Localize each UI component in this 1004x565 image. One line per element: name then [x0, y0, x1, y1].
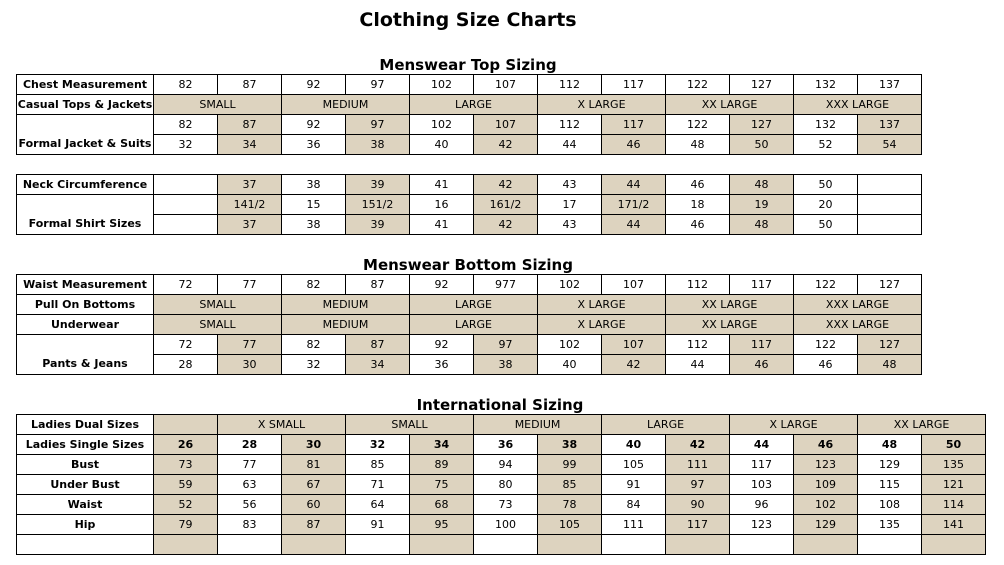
table-cell: 123 — [730, 515, 794, 535]
table-cell: 72 — [154, 335, 218, 355]
table-cell: 82 — [282, 275, 346, 295]
table-cell: 38 — [346, 135, 410, 155]
size-cell: X LARGE — [538, 295, 666, 315]
size-cell: SMALL — [154, 295, 282, 315]
table-cell: 94 — [474, 455, 538, 475]
size-cell: X LARGE — [538, 315, 666, 335]
table-cell: 82 — [154, 115, 218, 135]
table-cell: 122 — [666, 75, 730, 95]
table-cell: 67 — [282, 475, 346, 495]
table-cell: 87 — [218, 75, 282, 95]
size-cell: LARGE — [410, 95, 538, 115]
table-row — [17, 315, 922, 335]
table-cell — [154, 195, 218, 215]
table-cell: 123 — [794, 455, 858, 475]
table-cell: 28 — [154, 355, 218, 375]
table-cell: 34 — [410, 435, 474, 455]
table-cell: 52 — [154, 495, 218, 515]
table-cell: 103 — [730, 475, 794, 495]
table-cell: 135 — [858, 515, 922, 535]
table-row — [17, 455, 986, 475]
page-title: Clothing Size Charts — [359, 9, 577, 31]
table-cell: 68 — [410, 495, 474, 515]
size-cell: XX LARGE — [666, 315, 794, 335]
table-cell: 127 — [730, 115, 794, 135]
size-cell: MEDIUM — [474, 415, 602, 435]
table-row — [17, 435, 986, 455]
table-cell: 77 — [218, 335, 282, 355]
table-cell: 97 — [346, 75, 410, 95]
table-cell: 109 — [794, 475, 858, 495]
table-cell: 92 — [282, 75, 346, 95]
table-cell: 99 — [538, 455, 602, 475]
table-cell — [346, 535, 410, 555]
row-label: Underwear — [17, 315, 154, 335]
table-row — [17, 115, 922, 135]
table-cell: 73 — [154, 455, 218, 475]
size-cell: XX LARGE — [858, 415, 986, 435]
row-label: Pants & Jeans — [17, 355, 154, 375]
size-cell: SMALL — [154, 95, 282, 115]
size-cell: X SMALL — [218, 415, 346, 435]
table-cell: 87 — [218, 115, 282, 135]
table-cell: 97 — [666, 475, 730, 495]
table-cell: 20 — [794, 195, 858, 215]
table-cell: 95 — [410, 515, 474, 535]
row-label — [17, 535, 154, 555]
table-cell: 108 — [858, 495, 922, 515]
table-cell: 89 — [410, 455, 474, 475]
row-label: Casual Tops & Jackets — [17, 95, 154, 115]
table-cell: 122 — [794, 335, 858, 355]
table-cell: 117 — [730, 335, 794, 355]
table-cell: 87 — [282, 515, 346, 535]
table-cell — [218, 535, 282, 555]
size-cell: SMALL — [154, 315, 282, 335]
table-cell: 37 — [218, 215, 282, 235]
table-cell: 117 — [666, 515, 730, 535]
size-cell: X LARGE — [538, 95, 666, 115]
table-row — [17, 515, 986, 535]
table-cell — [602, 535, 666, 555]
table-cell: 60 — [282, 495, 346, 515]
table-cell: 17 — [538, 195, 602, 215]
table-cell: 26 — [154, 435, 218, 455]
table-cell: 48 — [730, 175, 794, 195]
size-cell: LARGE — [602, 415, 730, 435]
table-cell: 48 — [858, 435, 922, 455]
row-label: Ladies Single Sizes — [17, 435, 154, 455]
table-row — [17, 75, 922, 95]
table-cell: 43 — [538, 215, 602, 235]
row-label: Waist Measurement — [17, 275, 154, 295]
table-cell: 112 — [538, 75, 602, 95]
table-cell: 37 — [218, 175, 282, 195]
size-cell: MEDIUM — [282, 315, 410, 335]
table-row — [17, 295, 922, 315]
table-cell: 90 — [666, 495, 730, 515]
table-cell: 71 — [346, 475, 410, 495]
table-cell: 141 — [922, 515, 986, 535]
table-cell: 50 — [794, 175, 858, 195]
table-cell: 91 — [602, 475, 666, 495]
table-cell: 38 — [538, 435, 602, 455]
table-cell: 39 — [346, 175, 410, 195]
table-cell: 102 — [410, 115, 474, 135]
table-cell: 85 — [538, 475, 602, 495]
table-cell: 44 — [602, 175, 666, 195]
table-cell: 48 — [666, 135, 730, 155]
size-cell: XX LARGE — [666, 95, 794, 115]
row-label: Formal Shirt Sizes — [17, 215, 154, 235]
table-cell: 141/2 — [218, 195, 282, 215]
table-cell: 73 — [474, 495, 538, 515]
table-cell: 102 — [794, 495, 858, 515]
table-cell: 151/2 — [346, 195, 410, 215]
table-cell: 42 — [666, 435, 730, 455]
table-cell: 44 — [538, 135, 602, 155]
table-cell: 85 — [346, 455, 410, 475]
table-cell: 129 — [794, 515, 858, 535]
size-cell: XX LARGE — [666, 295, 794, 315]
table-cell: 137 — [858, 115, 922, 135]
table-cell: 38 — [282, 175, 346, 195]
table-cell: 117 — [602, 75, 666, 95]
table-cell — [858, 175, 922, 195]
size-cell: X LARGE — [730, 415, 858, 435]
table-cell: 97 — [474, 335, 538, 355]
table-cell: 117 — [730, 275, 794, 295]
table-cell: 105 — [538, 515, 602, 535]
size-cell: MEDIUM — [282, 95, 410, 115]
table-cell: 92 — [282, 115, 346, 135]
table-row — [17, 195, 922, 215]
menswear-top-title: Menswear Top Sizing — [379, 56, 557, 74]
table-row — [17, 535, 986, 555]
row-label: Neck Circumference — [17, 175, 154, 195]
table-cell: 92 — [410, 335, 474, 355]
table-row — [17, 275, 922, 295]
table-cell: 50 — [794, 215, 858, 235]
table-cell: 42 — [474, 175, 538, 195]
table-cell: 19 — [730, 195, 794, 215]
table-cell: 132 — [794, 75, 858, 95]
table-cell: 137 — [858, 75, 922, 95]
table-cell: 34 — [218, 135, 282, 155]
row-label: Bust — [17, 455, 154, 475]
table-cell — [154, 175, 218, 195]
table-cell: 121 — [922, 475, 986, 495]
table-cell: 42 — [474, 215, 538, 235]
table-row — [17, 475, 986, 495]
table-cell: 84 — [602, 495, 666, 515]
table-cell: 111 — [602, 515, 666, 535]
table-cell: 82 — [154, 75, 218, 95]
table-cell — [154, 215, 218, 235]
table-cell — [730, 535, 794, 555]
table-cell: 41 — [410, 175, 474, 195]
table-cell: 92 — [410, 275, 474, 295]
table-cell: 80 — [474, 475, 538, 495]
size-cell: XXX LARGE — [794, 315, 922, 335]
table-cell: 50 — [922, 435, 986, 455]
table-cell: 46 — [794, 435, 858, 455]
table-cell: 132 — [794, 115, 858, 135]
table-cell: 102 — [410, 75, 474, 95]
table-cell: 75 — [410, 475, 474, 495]
size-cell: XXX LARGE — [794, 95, 922, 115]
table-cell: 44 — [730, 435, 794, 455]
table-cell: 36 — [282, 135, 346, 155]
table-cell: 112 — [666, 275, 730, 295]
table-cell: 83 — [218, 515, 282, 535]
table-cell: 111 — [666, 455, 730, 475]
menswear-top-table — [16, 74, 922, 155]
table-cell: 115 — [858, 475, 922, 495]
size-cell: MEDIUM — [282, 295, 410, 315]
size-cell: LARGE — [410, 315, 538, 335]
table-cell: 32 — [282, 355, 346, 375]
table-cell: 59 — [154, 475, 218, 495]
table-cell: 46 — [730, 355, 794, 375]
table-row — [17, 175, 922, 195]
table-cell: 46 — [794, 355, 858, 375]
table-cell: 44 — [666, 355, 730, 375]
table-cell: 129 — [858, 455, 922, 475]
table-cell: 40 — [602, 435, 666, 455]
table-cell: 16 — [410, 195, 474, 215]
table-cell: 43 — [538, 175, 602, 195]
table-row — [17, 415, 986, 435]
table-cell: 40 — [410, 135, 474, 155]
table-cell: 44 — [602, 215, 666, 235]
table-cell: 38 — [474, 355, 538, 375]
table-cell: 100 — [474, 515, 538, 535]
table-cell: 46 — [666, 215, 730, 235]
table-cell: 42 — [474, 135, 538, 155]
table-cell: 78 — [538, 495, 602, 515]
row-label-spacer — [17, 115, 154, 135]
menswear-bottom-table — [16, 274, 922, 375]
table-cell: 122 — [666, 115, 730, 135]
table-cell: 46 — [666, 175, 730, 195]
table-cell — [858, 215, 922, 235]
table-cell: 82 — [282, 335, 346, 355]
table-cell — [154, 535, 218, 555]
neck-shirt-table — [16, 174, 922, 235]
table-cell: 107 — [602, 335, 666, 355]
table-cell: 102 — [538, 335, 602, 355]
table-cell: 97 — [346, 115, 410, 135]
table-row — [17, 135, 922, 155]
table-cell: 117 — [602, 115, 666, 135]
table-cell: 40 — [538, 355, 602, 375]
size-cell — [154, 415, 218, 435]
table-cell — [282, 535, 346, 555]
table-cell: 79 — [154, 515, 218, 535]
table-cell: 171/2 — [602, 195, 666, 215]
table-cell: 54 — [858, 135, 922, 155]
table-cell: 72 — [154, 275, 218, 295]
table-cell: 41 — [410, 215, 474, 235]
table-cell: 105 — [602, 455, 666, 475]
table-cell: 127 — [858, 335, 922, 355]
row-label: Ladies Dual Sizes — [17, 415, 154, 435]
international-table — [16, 414, 986, 555]
size-cell: SMALL — [346, 415, 474, 435]
table-cell: 52 — [794, 135, 858, 155]
international-title: International Sizing — [416, 396, 584, 414]
table-cell: 38 — [282, 215, 346, 235]
row-label: Waist — [17, 495, 154, 515]
table-cell: 135 — [922, 455, 986, 475]
table-cell: 39 — [346, 215, 410, 235]
table-cell: 127 — [858, 275, 922, 295]
table-cell: 32 — [154, 135, 218, 155]
table-cell: 46 — [602, 135, 666, 155]
table-cell: 112 — [666, 335, 730, 355]
table-cell: 15 — [282, 195, 346, 215]
table-cell: 114 — [922, 495, 986, 515]
table-cell: 48 — [858, 355, 922, 375]
menswear-bottom-title: Menswear Bottom Sizing — [363, 256, 573, 274]
size-cell: XXX LARGE — [794, 295, 922, 315]
size-cell: LARGE — [410, 295, 538, 315]
table-cell: 28 — [218, 435, 282, 455]
row-label: Hip — [17, 515, 154, 535]
table-cell: 36 — [474, 435, 538, 455]
table-cell — [474, 535, 538, 555]
row-label: Under Bust — [17, 475, 154, 495]
table-cell: 107 — [474, 75, 538, 95]
table-row — [17, 215, 922, 235]
table-cell: 102 — [538, 275, 602, 295]
row-label-spacer — [17, 195, 154, 215]
table-cell: 34 — [346, 355, 410, 375]
table-cell: 81 — [282, 455, 346, 475]
table-cell: 42 — [602, 355, 666, 375]
table-cell: 96 — [730, 495, 794, 515]
table-cell: 30 — [282, 435, 346, 455]
table-cell — [858, 195, 922, 215]
row-label: Formal Jacket & Suits — [17, 135, 154, 155]
table-cell — [858, 535, 922, 555]
table-cell: 977 — [474, 275, 538, 295]
table-cell: 36 — [410, 355, 474, 375]
table-cell: 87 — [346, 275, 410, 295]
table-cell: 63 — [218, 475, 282, 495]
table-cell: 87 — [346, 335, 410, 355]
table-cell: 127 — [730, 75, 794, 95]
table-cell: 50 — [730, 135, 794, 155]
table-cell: 64 — [346, 495, 410, 515]
row-label-spacer — [17, 335, 154, 355]
table-cell — [538, 535, 602, 555]
table-row — [17, 355, 922, 375]
row-label: Chest Measurement — [17, 75, 154, 95]
table-cell: 122 — [794, 275, 858, 295]
table-cell: 161/2 — [474, 195, 538, 215]
table-cell: 77 — [218, 275, 282, 295]
table-cell: 18 — [666, 195, 730, 215]
table-cell: 56 — [218, 495, 282, 515]
table-cell: 117 — [730, 455, 794, 475]
table-cell: 32 — [346, 435, 410, 455]
table-cell: 107 — [474, 115, 538, 135]
table-cell: 30 — [218, 355, 282, 375]
table-cell: 48 — [730, 215, 794, 235]
table-cell — [922, 535, 986, 555]
table-cell: 77 — [218, 455, 282, 475]
table-cell — [794, 535, 858, 555]
table-row — [17, 335, 922, 355]
table-cell — [666, 535, 730, 555]
row-label: Pull On Bottoms — [17, 295, 154, 315]
table-row — [17, 95, 922, 115]
table-cell: 91 — [346, 515, 410, 535]
table-cell — [410, 535, 474, 555]
table-row — [17, 495, 986, 515]
table-cell: 107 — [602, 275, 666, 295]
table-cell: 112 — [538, 115, 602, 135]
